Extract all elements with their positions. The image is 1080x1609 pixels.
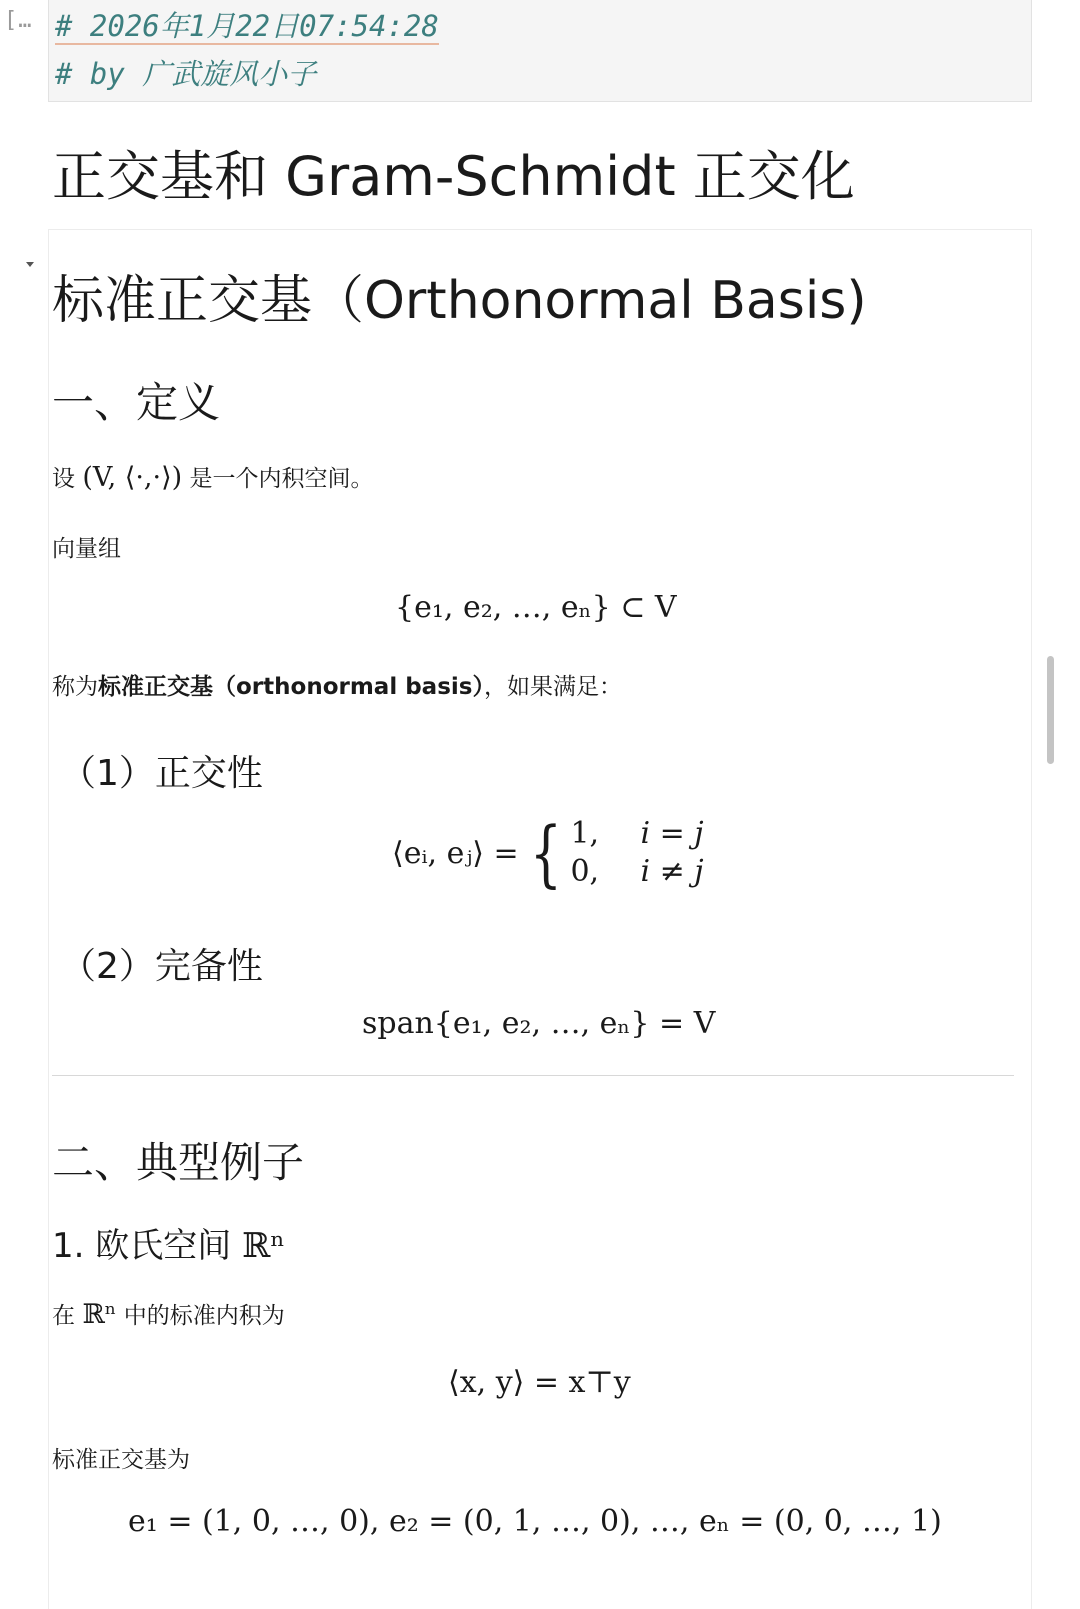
inline-math: ℝⁿ xyxy=(242,1226,286,1266)
cases-row: 1, i = j xyxy=(570,816,704,851)
definition-heading: 一、定义 xyxy=(52,378,221,427)
scrollbar-thumb[interactable] xyxy=(1047,656,1054,764)
euclid-heading: 1. 欧氏空间 ℝⁿ xyxy=(52,1226,286,1266)
basis-label: 标准正交基为 xyxy=(52,1447,190,1473)
examples-heading: 二、典型例子 xyxy=(52,1138,305,1187)
cases-row: 0, i ≠ j xyxy=(570,854,704,889)
orthogonality-formula xyxy=(392,811,704,895)
section-title: 标准正交基（Orthonormal Basis) xyxy=(52,271,867,331)
inline-math: (V, ⟨·,·⟩) xyxy=(82,462,183,493)
inner-product-formula: ⟨x, y⟩ = x⊤y xyxy=(448,1365,631,1400)
cell-prompt[interactable]: [… xyxy=(4,8,33,33)
code-comment-line: # 2026年1月22日07:54:28 xyxy=(55,9,439,43)
basis-formula: e₁ = (1, 0, …, 0), e₂ = (0, 1, …, 0), …, eₙ = (0, 0, …, 1) xyxy=(128,1504,942,1539)
completeness-heading: （2）完备性 xyxy=(60,946,263,987)
completeness-formula: span{e₁, e₂, …, eₙ} = V xyxy=(362,1006,716,1041)
inline-math: ℝⁿ xyxy=(82,1299,117,1330)
standard-inner-text: 在 ℝⁿ 中的标准内积为 xyxy=(52,1299,285,1330)
orthonormal-basis-term: 标准正交基（orthonormal basis） xyxy=(98,674,484,700)
definition-intro: 设 (V, ⟨·,·⟩) 是一个内积空间。 xyxy=(52,462,374,493)
page-title: 正交基和 Gram-Schmidt 正交化 xyxy=(52,145,855,208)
left-brace: { xyxy=(529,811,562,895)
horizontal-rule xyxy=(52,1075,1014,1076)
code-cell[interactable] xyxy=(48,0,1032,102)
markdown-cell[interactable] xyxy=(48,229,1032,1609)
vector-set-formula: {e₁, e₂, …, eₙ} ⊂ V xyxy=(395,590,677,625)
orthogonality-heading: （1）正交性 xyxy=(60,753,263,794)
scrollbar[interactable] xyxy=(1044,0,1058,1601)
code-comment-line: # by 广武旋风小子 xyxy=(55,57,317,91)
vector-group-label: 向量组 xyxy=(52,536,121,562)
definition-statement: 称为标准正交基（orthonormal basis），如果满足： xyxy=(52,674,622,700)
orthogonality-lhs: ⟨eᵢ, eⱼ⟩ = xyxy=(392,835,519,871)
collapse-caret-icon[interactable] xyxy=(26,262,34,267)
